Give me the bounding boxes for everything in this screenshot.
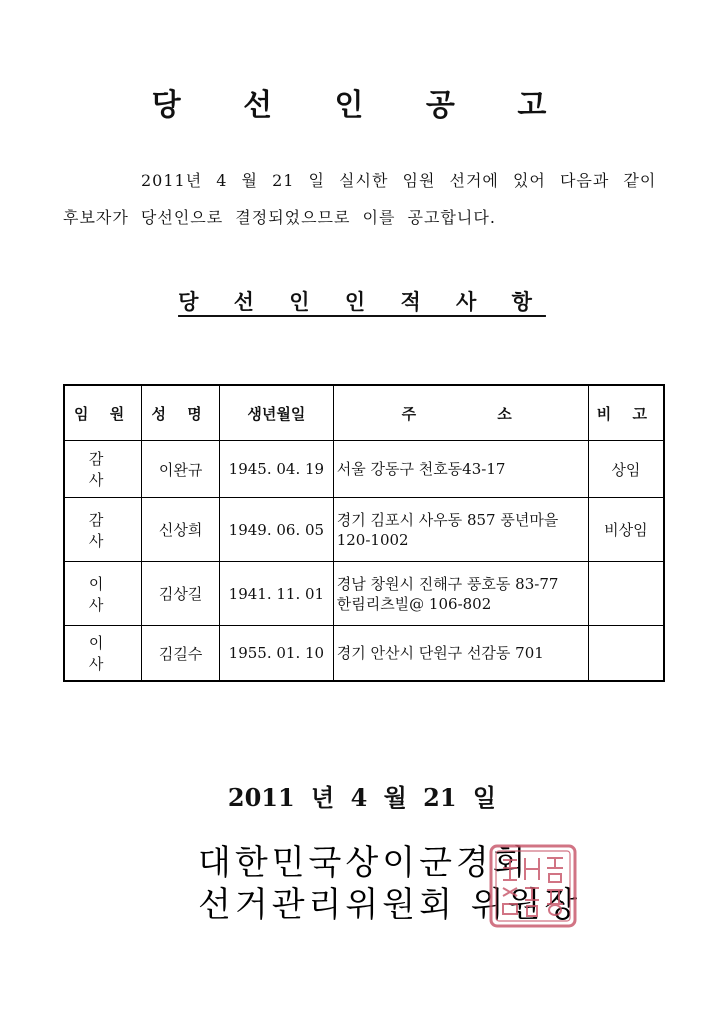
table-row <box>64 562 664 626</box>
issuer-organization: 대한민국상이군경회 <box>198 843 530 883</box>
cell-address <box>333 562 588 626</box>
notice-title: 당 선 인 공 고 <box>151 88 573 123</box>
subtitle-text: 당 선 인 인 적 사 항 <box>178 289 546 314</box>
cell-birthdate: 1949. 06. 05 <box>220 498 334 562</box>
cell-birthdate: 1955. 01. 10 <box>220 626 334 682</box>
cell-address <box>333 441 588 498</box>
header-position: 임 원 <box>64 385 142 441</box>
cell-position: 감 사 <box>64 441 142 498</box>
intro-line-1: 2011년 4 월 21 일 실시한 임원 선거에 있어 다음과 같이 <box>141 171 657 190</box>
cell-name: 신상희 <box>142 498 220 562</box>
header-address: 주 소 <box>333 385 588 441</box>
cell-name: 김상길 <box>142 562 220 626</box>
cell-note: 상임 <box>588 441 664 498</box>
cell-birthdate: 1941. 11. 01 <box>220 562 334 626</box>
address-line: 120-1002 <box>336 530 409 549</box>
announcement-date: 2011 년 4 월 21 일 <box>227 783 497 812</box>
cell-name: 김길수 <box>142 626 220 682</box>
cell-note <box>588 626 664 682</box>
address-line: 한림리츠빌@ 106-802 <box>336 594 492 613</box>
cell-note: 비상임 <box>588 498 664 562</box>
address-line: 경남 창원시 진해구 풍호동 83-77 <box>336 574 559 593</box>
table-row <box>64 626 664 682</box>
subtitle <box>0 286 724 316</box>
cell-position: 감 사 <box>64 498 142 562</box>
issuer-title: 선거관리위원회 위원장 <box>198 885 582 925</box>
cell-note <box>588 562 664 626</box>
table-row <box>64 441 664 498</box>
address-line: 경기 안산시 단원구 선감동 701 <box>336 644 544 662</box>
table-header-row <box>64 385 664 441</box>
cell-birthdate: 1945. 04. 19 <box>220 441 334 498</box>
cell-name: 이완규 <box>142 441 220 498</box>
cell-address <box>333 626 588 682</box>
header-name: 성 명 <box>142 385 220 441</box>
official-seal-icon <box>487 842 579 930</box>
cell-address <box>333 498 588 562</box>
cell-position: 이 사 <box>64 626 142 682</box>
header-note: 비 고 <box>588 385 664 441</box>
elected-officials-table <box>63 384 665 682</box>
header-birthdate: 생년월일 <box>220 385 334 441</box>
cell-position: 이 사 <box>64 562 142 626</box>
table-row <box>64 498 664 562</box>
address-line: 경기 김포시 사우동 857 풍년마을 <box>336 510 559 529</box>
address-line: 서울 강동구 천호동43-17 <box>336 460 506 478</box>
intro-line-2: 후보자가 당선인으로 결정되었으므로 이를 공고합니다. <box>63 208 496 227</box>
